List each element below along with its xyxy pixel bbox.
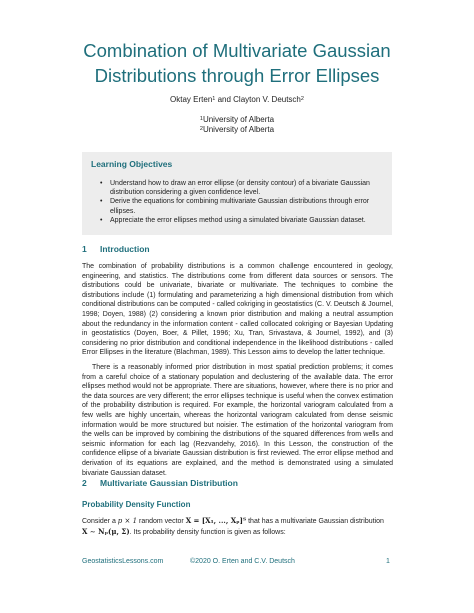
- objective-item: [98, 216, 388, 225]
- subsection-heading: Probability Density Function: [82, 500, 191, 509]
- section-1-title: Introduction: [100, 244, 150, 254]
- learning-objectives-box: [82, 152, 392, 235]
- affiliation-2: [0, 125, 474, 135]
- section-1-heading: [82, 244, 150, 254]
- affiliation-1-sup: 1: [199, 116, 203, 122]
- section-1-number: 1: [82, 244, 87, 254]
- affiliation-2-text: University of Alberta: [202, 125, 275, 134]
- author-2: Clayton V. Deutsch: [233, 95, 301, 104]
- bullet-icon: •: [100, 216, 103, 224]
- section-2-number: 2: [82, 478, 87, 488]
- intro-paragraph-2: There is a reasonably informed prior distribution in most spatial prediction problems; it comes from a careful choice of a stationary population and declustering of the available data. The error ellipses method would not be appropriate. There are situations, however, where there is no prior and the data sources are very different; the error ellipses technique is useful when the convex estimation of the probability distribution is required. For example, the horizontal variogram calculated from a few wells are highly uncertain, whereas the horizontal variogram calculated from dense seismic information would be more structured but noisier. The estimation of the horizontal variogram from the wells can be improved by combining the distributions of the squared differences from wells and seismic information for each lag (Rezvandehy, 2016). In this Lesson, the construction of the confidence ellipse of a bivariate Gaussian distribution is first reviewed. The error ellipse method and derivation of its equations are explained, and the method is demonstrated using a simulated bivariate Gaussian dataset.: [82, 364, 393, 477]
- footer-website-link[interactable]: GeostatisticsLessons.com: [82, 558, 164, 565]
- intro-paragraph-1: The combination of probability distributions is a common challenge encountered in geology, engineering, and statistics. The distributions come from different data sources or sensors. The distributions could be univariate, bivariate or multivariate. The techniques to combine the distributions include (1) formulating and parameterizing a high dimensional distribution from which conditional distributions can be computed - called cokriging in geostatistics (C. V. Deutsch & Journel, 1998; Doyen, 1988) (2) considering a known prior distribution and making a neutral assumption about the redundancy in the information content - called collocated cokriging or Bayesian Updating in geostatistics (Doyen, Boer, & Pillet, 1996; Xu, Tran, Srivastava, & Journel, 1992), and (3) considering no prior distribution and conditional independence in the likelihood distributions - called Error Ellipses in the literature (Blachman, 1989). This Lesson aims to develop the latter technique.: [82, 263, 394, 357]
- affiliation-1: [0, 115, 474, 125]
- title-line-2: Distributions through Error Ellipses: [94, 65, 380, 86]
- section-2-heading: [82, 478, 238, 488]
- author-1-sup: 1: [212, 96, 216, 102]
- math-random-vector: X = [X₁, ..., Xₚ]ᵀ: [185, 516, 247, 525]
- bullet-icon: •: [100, 198, 103, 206]
- author-1: Oktay Erten: [170, 95, 213, 104]
- affiliation-1-text: University of Alberta: [202, 115, 275, 124]
- objective-text: Appreciate the error ellipses method using a simulated bivariate Gaussian dataset.: [110, 216, 366, 224]
- objective-text: Understand how to draw an error ellipse (or density contour) of a bivariate Gaussian distribution considering a given confidence level.: [110, 180, 370, 197]
- bullet-icon: •: [100, 180, 103, 187]
- math-dimension: p × 1: [117, 517, 138, 525]
- objective-item: [98, 197, 388, 215]
- footer-page-number: 1: [386, 558, 390, 565]
- objective-text: Derive the equations for combining multivariate Gaussian distributions through error ellipses.: [110, 198, 370, 215]
- author-conjunction: and: [215, 95, 234, 104]
- author-line: [0, 95, 474, 105]
- author-2-sup: 2: [300, 96, 304, 102]
- objective-item: [98, 179, 388, 197]
- section-2-title: Multivariate Gaussian Distribution: [100, 478, 238, 488]
- pdf-text-d: . Its probability density function is given as follows:: [129, 529, 286, 536]
- affiliation-2-sup: 2: [199, 126, 203, 132]
- pdf-text-b: random vector: [137, 518, 186, 525]
- learning-objectives-heading: Learning Objectives: [91, 159, 173, 169]
- title-line-1: Combination of Multivariate Gaussian: [83, 40, 391, 61]
- paper-title: [30, 38, 444, 88]
- footer-copyright: ©2020 O. Erten and C.V. Deutsch: [190, 558, 295, 565]
- pdf-text-c: that has a multivariate Gaussian distribution: [246, 518, 384, 525]
- math-distribution: X ∼ Nₚ(μ, Σ): [82, 527, 130, 536]
- pdf-paragraph: [82, 516, 393, 538]
- learning-objectives-list: [98, 179, 388, 225]
- pdf-text-a: Consider a: [82, 518, 118, 525]
